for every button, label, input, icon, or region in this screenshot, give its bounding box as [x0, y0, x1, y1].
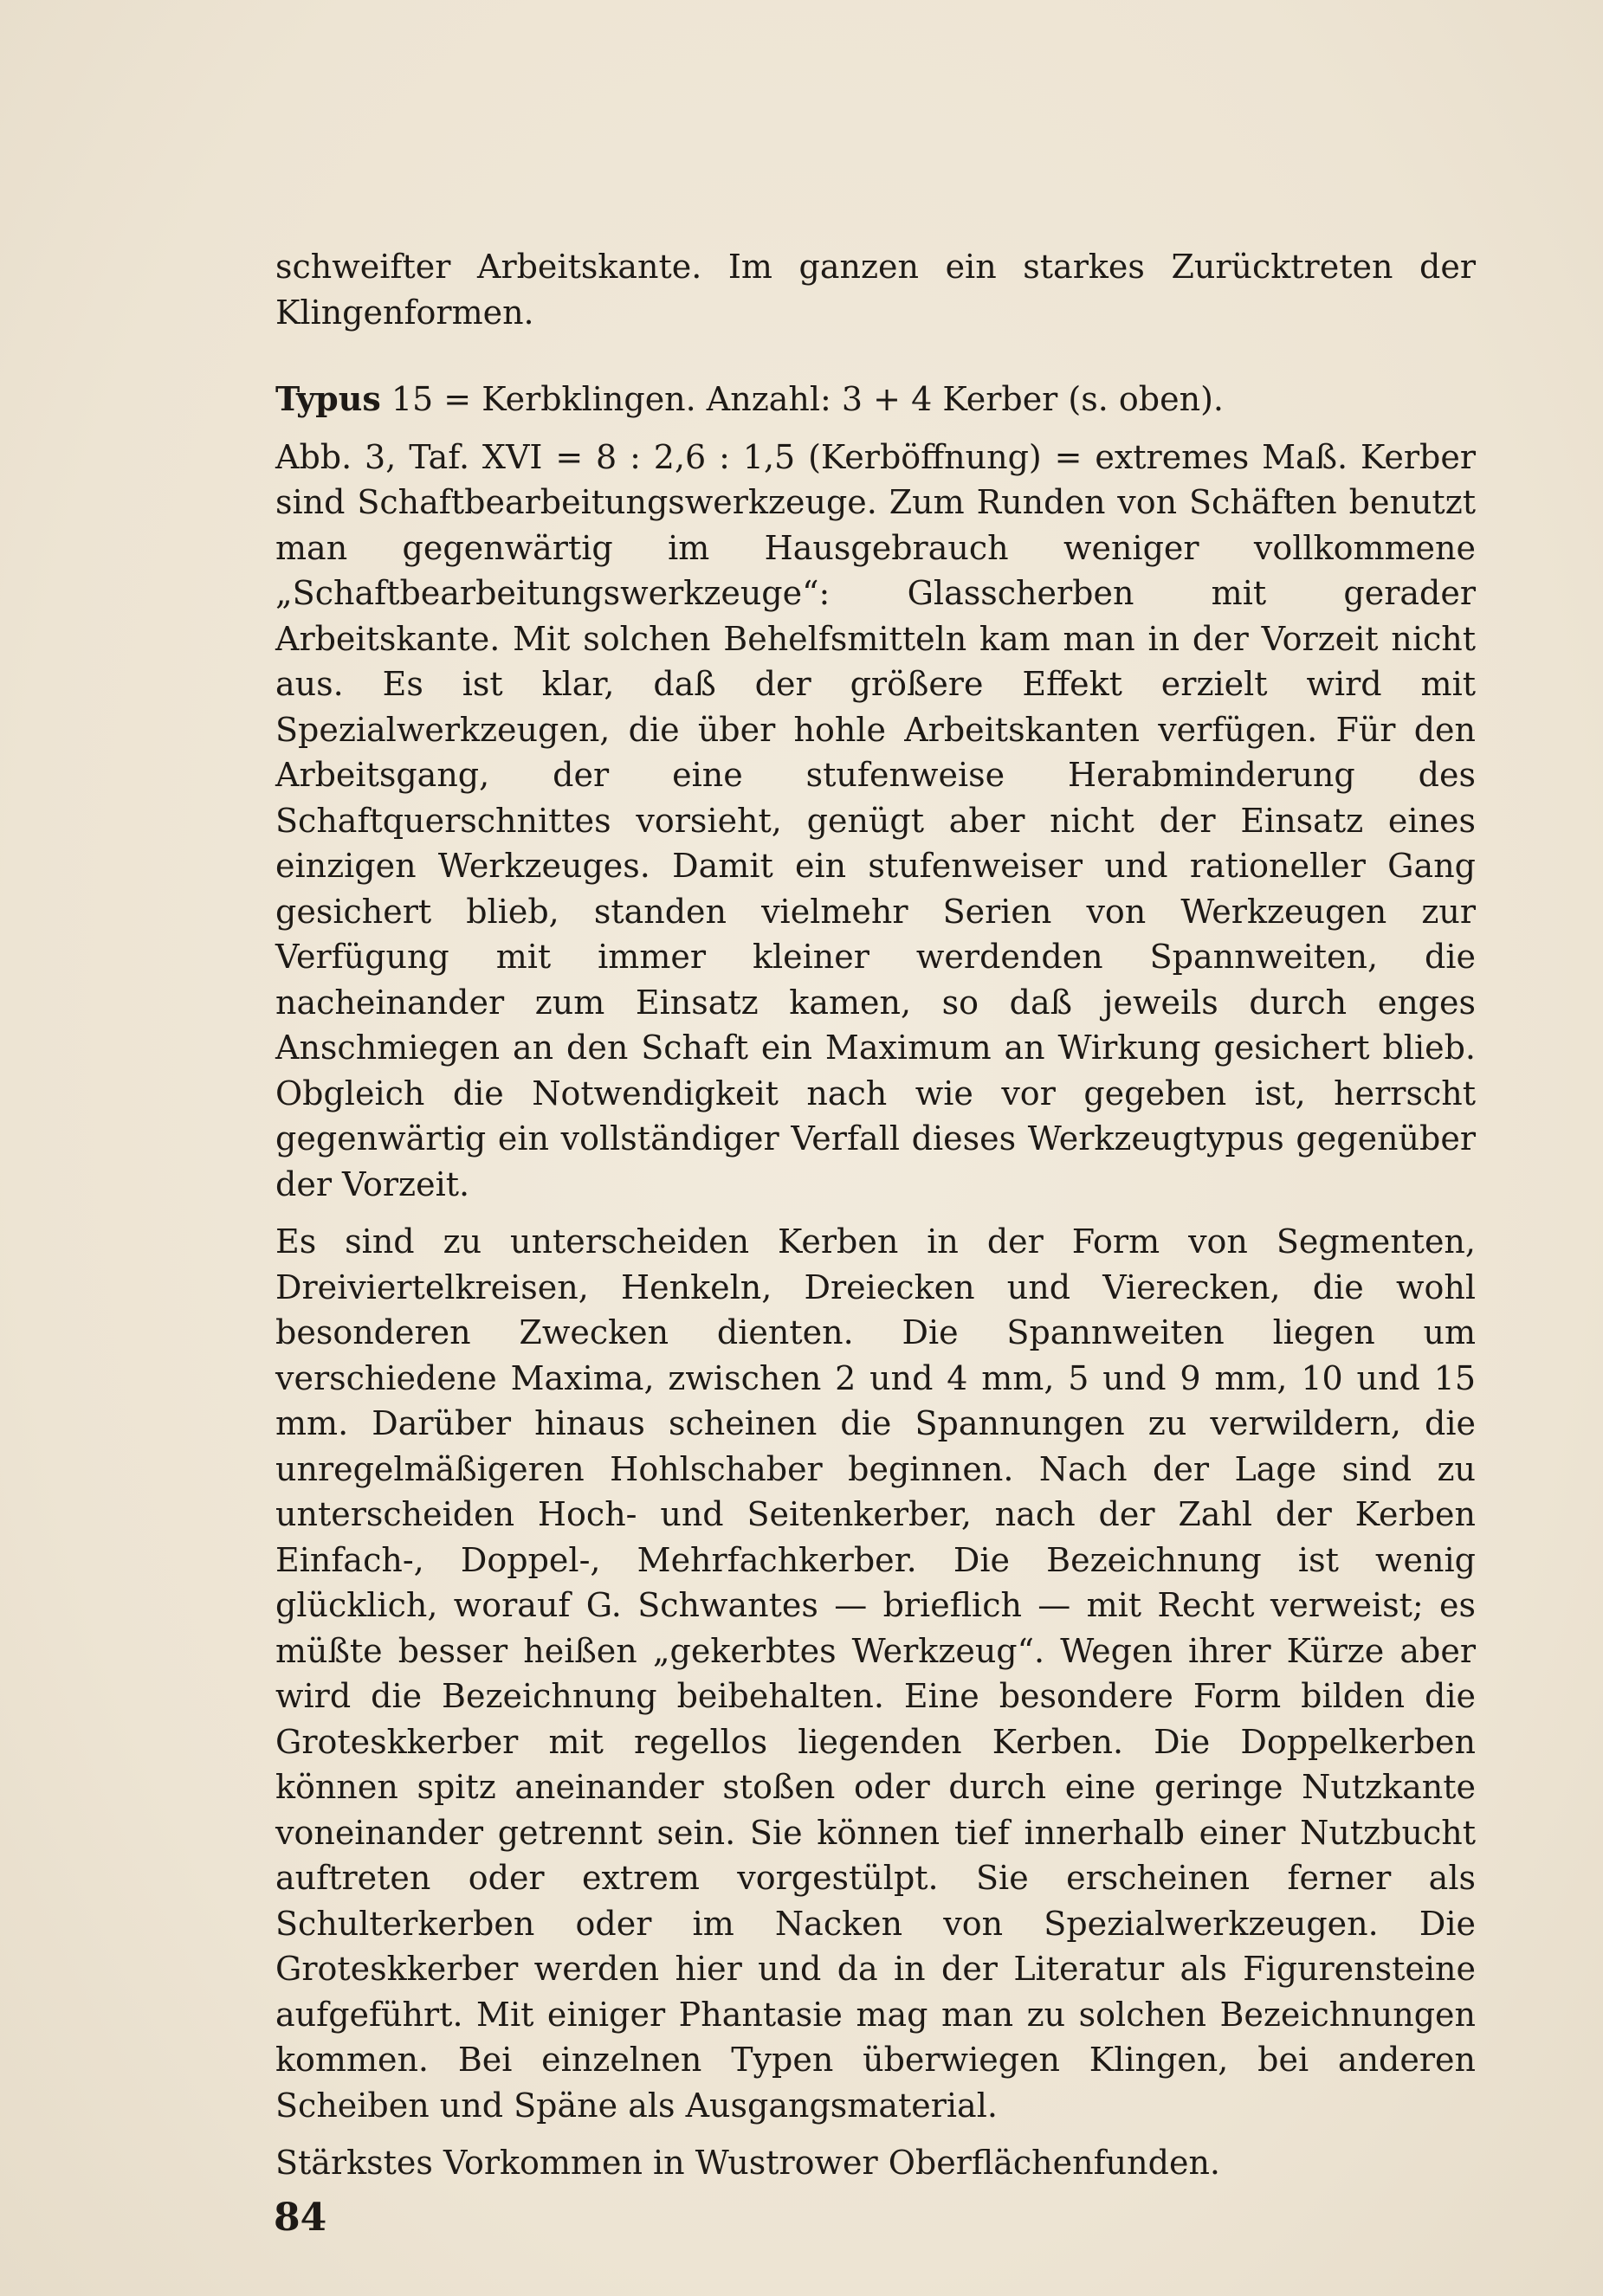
paragraph-kerber-description: Abb. 3, Taf. XVI = 8 : 2,6 : 1,5 (Kerböffnung) = extremes Maß. Kerber sind Schaftbearbeitungswerkzeuge. Zum Runden von Schäften benutzt man gegenwärtig im Hausgebrauch weniger vollkommene „Schaftbearbeitungswerkzeuge“: Glasscherben mit gerader Arbeitskante. Mit solchen Behelfsmitteln kam man in der Vorzeit nicht aus. Es ist klar, daß der größere Effekt erzielt wird mit Spezialwerkzeugen, die über hohle Arbeitskanten verfügen. Für den Arbeitsgang, der eine stufenweise Herabminderung des Schaftquerschnittes vorsieht, genügt aber nicht der Einsatz eines einzigen Werkzeuges. Damit ein stufenweiser und rationeller Gang gesichert blieb, standen vielmehr Serien von Werkzeugen zur Verfügung mit immer kleiner werdenden Spannweiten, die nacheinander zum Einsatz kamen, so daß jeweils durch enges Anschmiegen an den Schaft ein Maximum an Wirkung gesichert blieb. Obgleich die Notwendigkeit nach wie vor gegeben ist, herrscht gegenwärtig ein vollständiger Verfall dieses Werkzeugtypus gegenüber der Vorzeit. — [275, 437, 1476, 1203]
body-text — [275, 244, 1476, 2186]
page-number: 84 — [274, 2196, 327, 2240]
paragraph-continuation: schweifter Arbeitskante. Im ganzen ein starkes Zurücktreten der Klingenformen. — [275, 248, 1476, 332]
typus-heading-text: 15 = Kerbklingen. Anzahl: 3 + 4 Kerber (s. oben). — [380, 380, 1224, 418]
typus-label: Typus — [275, 379, 381, 418]
paragraph-occurrence: Stärkstes Vorkommen in Wustrower Oberflächenfunden. — [275, 2144, 1220, 2182]
typus-heading — [275, 377, 1476, 422]
paragraph-kerben-forms: Es sind zu unterscheiden Kerben in der Form von Segmenten, Dreiviertelkreisen, Henkeln, Dreiecken und Vierecken, die wohl besonderen Zwecken dienten. Die Spannweiten liegen um verschiedene Maxima, zwischen 2 und 4 mm, 5 und 9 mm, 10 und 15 mm. Darüber hinaus scheinen die Spannungen zu verwildern, die unregelmäßigeren Hohlschaber beginnen. Nach der Lage sind zu unterscheiden Hoch- und Seitenkerber, nach der Zahl der Kerben Einfach-, Doppel-, Mehrfachkerber. Die Bezeichnung ist wenig glücklich, worauf G. Schwantes — brieflich — mit Recht verweist; es müßte besser heißen „gekerbtes Werkzeug“. Wegen ihrer Kürze aber wird die Bezeichnung beibehalten. Eine besondere Form bilden die Groteskkerber mit regellos liegenden Kerben. Die Doppelkerben können spitz aneinander stoßen oder durch eine geringe Nutzkante voneinander getrennt sein. Sie können tief innerhalb einer Nutzbucht auftreten oder extrem vorgestülpt. Sie erscheinen ferner als Schulterkerben oder im Nacken von Spezialwerkzeugen. Die Groteskkerber werden hier und da in der Literatur als Figurensteine aufgeführt. Mit einiger Phantasie mag man zu solchen Bezeichnungen kommen. Bei einzelnen Typen überwiegen Klingen, bei anderen Scheiben und Späne als Ausgangsmaterial. — [275, 1222, 1476, 2125]
